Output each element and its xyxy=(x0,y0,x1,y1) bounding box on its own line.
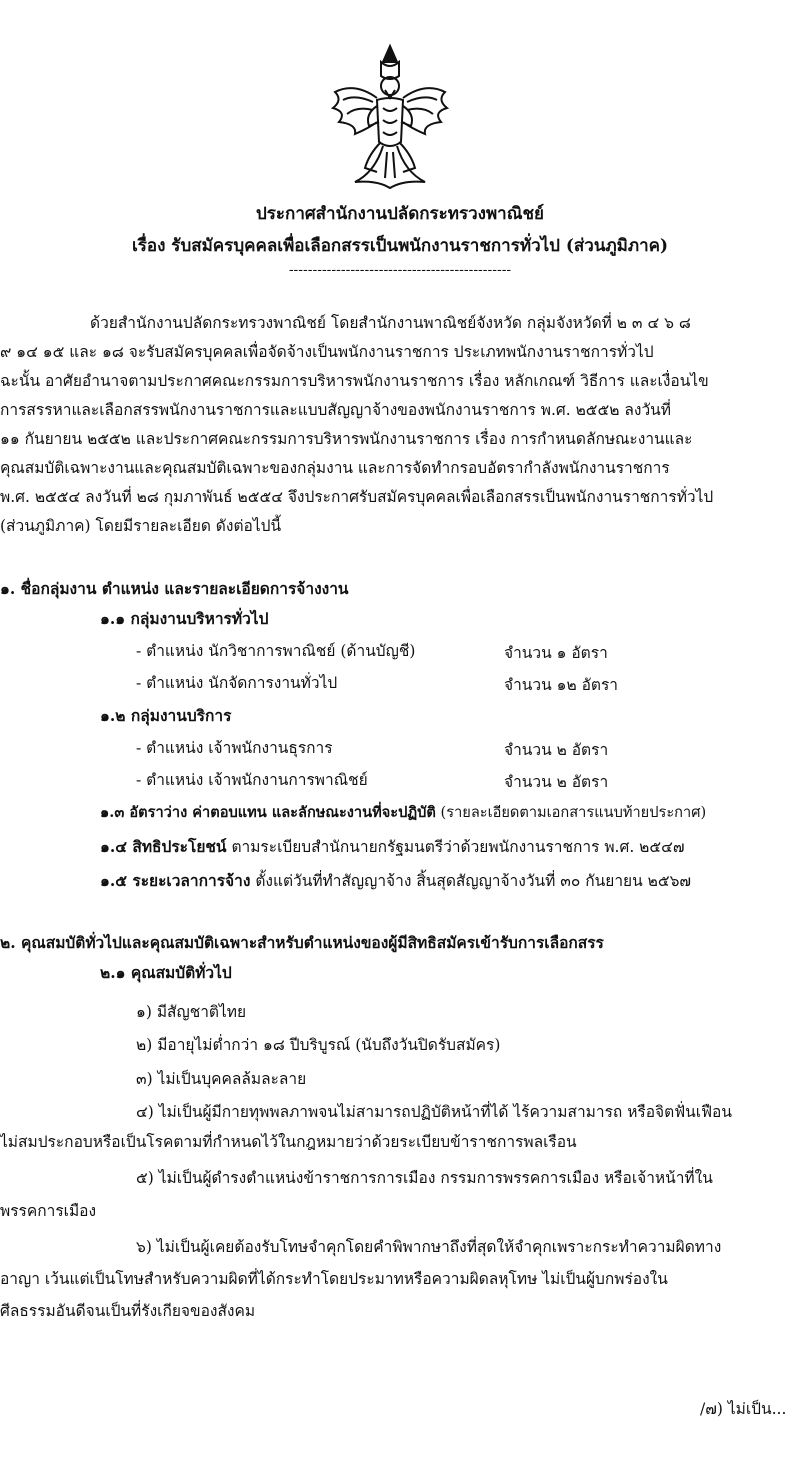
item-1-4-text: ตามระเบียบสำนักนายกรัฐมนตรีว่าด้วยพนักงานราชการ พ.ศ. ๒๕๔๗ xyxy=(226,838,685,856)
intro-line: ด้วยสำนักงานปลัดกระทรวงพาณิชย์ โดยสำนักงานพาณิชย์จังหวัด กลุ่มจังหวัดที่ ๒ ๓ ๔ ๖ ๘ xyxy=(90,314,691,332)
section-2-heading: ๒. คุณสมบัติทั่วไปและคุณสมบัติเฉพาะสำหรับตำแหน่งของผู้มีสิทธิสมัครเข้ารับการเลือกสรร xyxy=(0,933,604,952)
qualification-item-continued: ศีลธรรมอันดีจนเป็นที่รังเกียจของสังคม xyxy=(0,1302,256,1320)
item-1-3 xyxy=(100,802,706,824)
intro-line: ๑๑ กันยายน ๒๕๕๒ และประกาศคณะกรรมการบริหารพนักงานราชการ เรื่อง การกำหนดลักษณะงานและ xyxy=(0,430,693,448)
position-quantity: จำนวน ๑ อัตรา xyxy=(504,644,608,662)
position-name: - ตำแหน่ง นักจัดการงานทั่วไป xyxy=(136,674,338,692)
intro-line: คุณสมบัติเฉพาะงานและคุณสมบัติเฉพาะของกลุ่มงาน และการจัดทำกรอบอัตรากำลังพนักงานราชการ xyxy=(0,459,670,477)
position-quantity: จำนวน ๑๒ อัตรา xyxy=(504,676,618,694)
announcement-title: ประกาศสำนักงานปลัดกระทรวงพาณิชย์ xyxy=(256,204,544,224)
position-name: - ตำแหน่ง เจ้าพนักงานธุรการ xyxy=(136,739,333,757)
qualification-item-continued: อาญา เว้นแต่เป็นโทษสำหรับความผิดที่ได้กระทำโดยประมาทหรือความผิดลหุโทษ ไม่เป็นผู้บกพร่องใน xyxy=(0,1270,668,1288)
item-1-5 xyxy=(100,870,691,892)
qualification-item: ๖) ไม่เป็นผู้เคยต้องรับโทษจำคุกโดยคำพิพากษาถึงที่สุดให้จำคุกเพราะกระทำความผิดทาง xyxy=(136,1238,722,1256)
qualification-item: ๒) มีอายุไม่ต่ำกว่า ๑๘ ปีบริบูรณ์ (นับถึงวันปิดรับสมัคร) xyxy=(136,1036,501,1054)
title-divider: ----------------------------------------------- xyxy=(288,262,512,278)
item-1-4 xyxy=(100,836,685,858)
position-quantity: จำนวน ๒ อัตรา xyxy=(504,773,609,791)
general-qualifications-heading: ๒.๑ คุณสมบัติทั่วไป xyxy=(100,963,232,982)
group-general-admin: ๑.๑ กลุ่มงานบริหารทั่วไป xyxy=(100,609,269,628)
qualification-item: ๔) ไม่เป็นผู้มีกายทุพพลภาพจนไม่สามารถปฏิบัติหน้าที่ได้ ไร้ความสามารถ หรือจิตฟั่นเฟือน xyxy=(136,1103,732,1121)
item-1-3-text: (รายละเอียดตามเอกสารแนบท้ายประกาศ) xyxy=(435,804,707,821)
qualification-item-continued: พรรคการเมือง xyxy=(0,1202,97,1220)
section-1-heading: ๑. ชื่อกลุ่มงาน ตำแหน่ง และรายละเอียดการจ้างงาน xyxy=(0,579,349,598)
qualification-item: ๑) มีสัญชาติไทย xyxy=(136,1003,247,1021)
intro-line: ๙ ๑๔ ๑๕ และ ๑๘ จะรับสมัครบุคคลเพื่อจัดจ้างเป็นพนักงานราชการ ประเภทพนักงานราชการทั่วไป xyxy=(0,343,654,361)
position-quantity: จำนวน ๒ อัตรา xyxy=(504,741,609,759)
intro-line: พ.ศ. ๒๕๕๔ ลงวันที่ ๒๘ กุมภาพันธ์ ๒๕๕๔ จึงประกาศรับสมัครบุคคลเพื่อเลือกสรรเป็นพนักงานราชการทั่วไป xyxy=(0,488,714,506)
intro-line: ฉะนั้น อาศัยอำนาจตามประกาศคณะกรรมการบริหารพนักงานราชการ เรื่อง หลักเกณฑ์ วิธีการ และเงื่อนไข xyxy=(0,372,709,390)
garuda-emblem-icon xyxy=(325,42,455,192)
announcement-subject: เรื่อง รับสมัครบุคคลเพื่อเลือกสรรเป็นพนักงานราชการทั่วไป (ส่วนภูมิภาค) xyxy=(131,236,669,256)
intro-line: การสรรหาและเลือกสรรพนักงานราชการและแบบสัญญาจ้างของพนักงานราชการ พ.ศ. ๒๕๕๒ ลงวันที่ xyxy=(0,401,671,419)
item-1-5-label: ๑.๕ ระยะเวลาการจ้าง xyxy=(100,871,251,890)
qualification-item: ๓) ไม่เป็นบุคคลล้มละลาย xyxy=(136,1070,307,1088)
qualification-item: ๕) ไม่เป็นผู้ดำรงตำแหน่งข้าราชการการเมือง กรรมการพรรคการเมือง หรือเจ้าหน้าที่ใน xyxy=(136,1169,713,1187)
continuation-marker: /๗) ไม่เป็น... xyxy=(700,1400,787,1418)
qualification-item-continued: ไม่สมประกอบหรือเป็นโรคตามที่กำหนดไว้ในกฎหมายว่าด้วยระเบียบข้าราชการพลเรือน xyxy=(0,1133,577,1151)
position-name: - ตำแหน่ง เจ้าพนักงานการพาณิชย์ xyxy=(136,771,368,789)
item-1-5-text: ตั้งแต่วันที่ทำสัญญาจ้าง สิ้นสุดสัญญาจ้างวันที่ ๓๐ กันยายน ๒๕๖๗ xyxy=(250,872,692,890)
item-1-4-label: ๑.๔ สิทธิประโยชน์ xyxy=(100,837,227,856)
group-services: ๑.๒ กลุ่มงานบริการ xyxy=(100,706,232,725)
intro-line: (ส่วนภูมิภาค) โดยมีรายละเอียด ดังต่อไปนี้ xyxy=(0,517,282,535)
item-1-3-label: ๑.๓ อัตราว่าง ค่าตอบแทน และลักษณะงานที่จะปฏิบัติ xyxy=(100,804,436,821)
position-name: - ตำแหน่ง นักวิชาการพาณิชย์ (ด้านบัญชี) xyxy=(136,642,416,660)
